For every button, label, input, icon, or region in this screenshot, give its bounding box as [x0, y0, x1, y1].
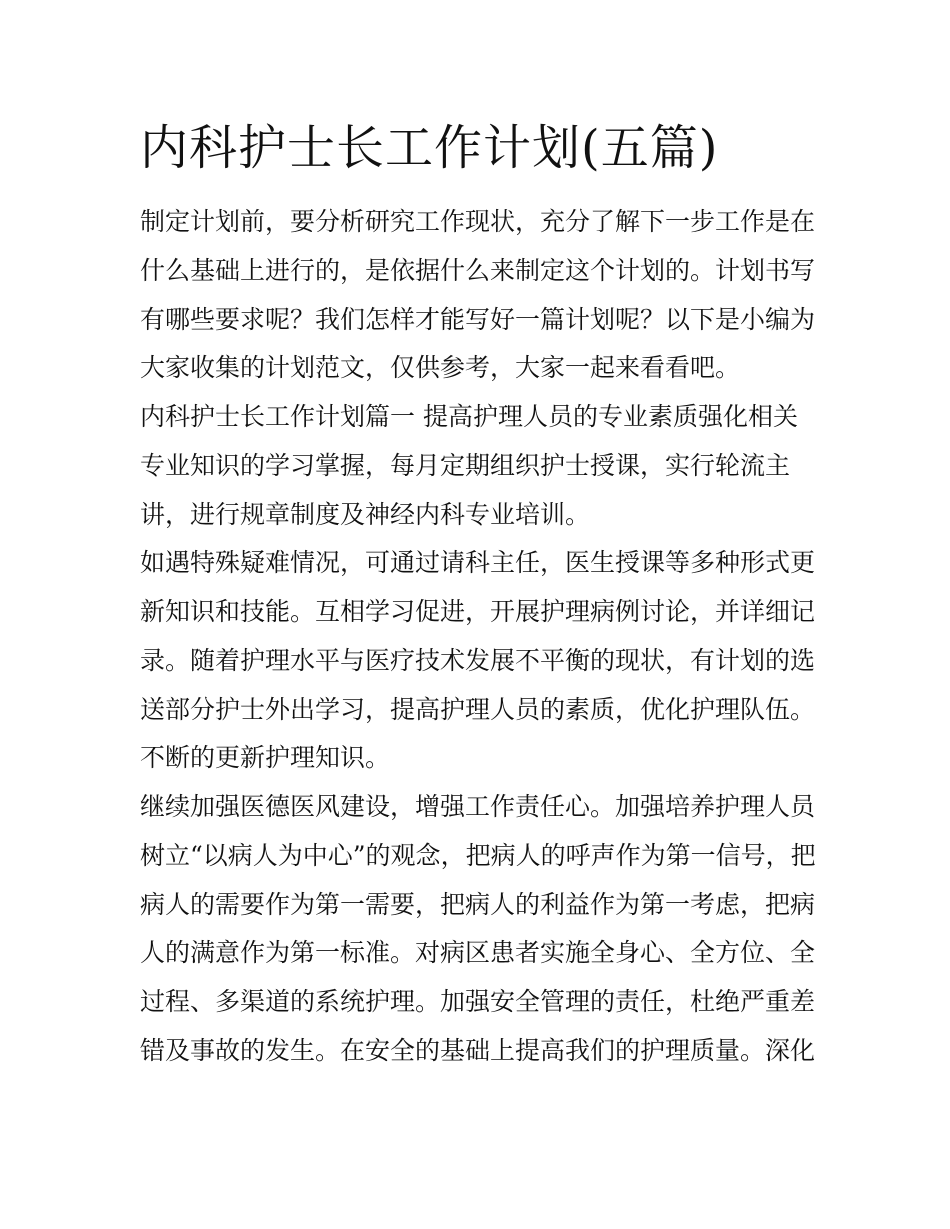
body-line: 什么基础上进行的，是依据什么来制定这个计划的。计划书写: [140, 255, 816, 285]
body-line: 过程、多渠道的系统护理。加强安全管理的责任，杜绝严重差: [140, 987, 816, 1016]
body-line: 专业知识的学习掌握，每月定期组织护士授课，实行轮流主: [140, 450, 791, 480]
body-line: 人的满意作为第一标准。对病区患者实施全身心、全方位、全: [140, 938, 816, 968]
body-line: 新知识和技能。互相学习促进，开展护理病例讨论，并详细记: [140, 597, 816, 626]
body-line: 制定计划前，要分析研究工作现状，充分了解下一步工作是在: [140, 207, 816, 236]
body-line: 树立“以病人为中心”的观念，把病人的呼声作为第一信号，把: [140, 840, 816, 870]
body-line: 如遇特殊疑难情况，可通过请科主任，医生授课等多种形式更: [140, 548, 816, 578]
body-line: 内科护士长工作计划篇一 提高护理人员的专业素质强化相关: [140, 402, 798, 431]
document-body: [140, 198, 820, 1076]
body-line: 讲，进行规章制度及神经内科专业培训。: [140, 499, 591, 529]
document-title: 内科护士长工作计划(五篇): [140, 120, 719, 176]
body-line: 有哪些要求呢？我们怎样才能写好一篇计划呢？以下是小编为: [140, 304, 816, 334]
body-line: 不断的更新护理知识。: [140, 743, 391, 773]
body-line: 录。随着护理水平与医疗技术发展不平衡的现状，有计划的选: [140, 645, 816, 675]
body-line: 送部分护士外出学习，提高护理人员的素质，优化护理队伍。: [140, 694, 816, 724]
body-line: 病人的需要作为第一需要，把病人的利益作为第一考虑，把病: [140, 889, 816, 919]
body-line: 大家收集的计划范文，仅供参考，大家一起来看看吧。: [140, 353, 741, 383]
body-line: 继续加强医德医风建设，增强工作责任心。加强培养护理人员: [140, 792, 816, 821]
body-line: 错及事故的发生。在安全的基础上提高我们的护理质量。深化: [140, 1035, 816, 1065]
